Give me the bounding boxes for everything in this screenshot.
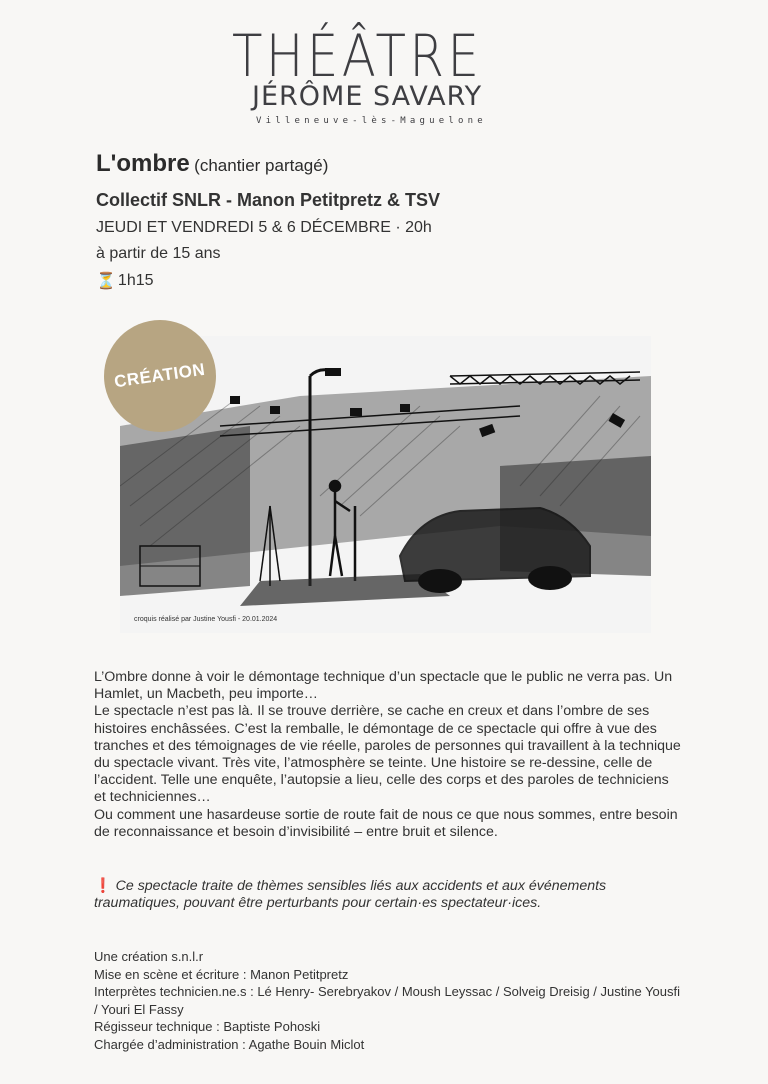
logo-line-city: Villeneuve-lès-Maguelone — [256, 116, 487, 126]
description-paragraph-1: L’Ombre donne à voir le démontage technique d’un spectacle que le public ne verra pas. Un Hamlet, un Macbeth, peu importe… — [94, 669, 673, 703]
sketch-caption: croquis réalisé par Justine Yousfi - 20.01.2024 — [134, 616, 278, 623]
show-age: à partir de 15 ans — [96, 245, 221, 262]
creation-badge-label: CRÉATION — [113, 359, 207, 392]
logo-line-theatre: THÉÂTRE — [232, 22, 483, 90]
exclamation-icon: ❗ — [94, 878, 112, 894]
credit-line: Une création s.n.l.r — [94, 949, 204, 964]
credit-line: Chargée d’administration : Agathe Bouin Miclot — [94, 1036, 365, 1052]
show-duration — [96, 271, 154, 291]
show-title-note: (chantier partagé) — [194, 156, 329, 175]
content-warning-text: Ce spectacle traite de thèmes sensibles liés aux accidents et aux événements traumatiques, pouvant être perturbants pour certain·es spectateur·ices. — [94, 878, 607, 912]
credit-line: Régisseur technique : Baptiste Pohoski — [94, 1019, 321, 1035]
logo-line-name: JÉRÔME SAVARY — [252, 81, 483, 112]
theatre-logo — [0, 22, 768, 132]
credit-line: Interprètes technicien.ne.s : Lé Henry- Serebryakov / Moush Leyssac / Solveig Dreisig / Justine Yousfi / Youri El Fassy — [94, 984, 681, 1017]
show-duration-value: 1h15 — [117, 272, 154, 289]
show-dates: JEUDI ET VENDREDI 5 & 6 DÉCEMBRE · 20h — [96, 219, 432, 236]
description-paragraph-3: Ou comment une hasardeuse sortie de route fait de nous ce que nous sommes, entre besoin de reconnaissance et besoin d’invisibilité – entre bruit et silence. — [94, 806, 678, 840]
credit-line: Mise en scène et écriture : Manon Petitpretz — [94, 966, 349, 982]
description-paragraph-2: Le spectacle n’est pas là. Il se trouve derrière, se cache en creux et dans l’ombre de ses histoires enchâssées. C’est la remballe, le démontage de ce spectacle qui offre à vue des tranches et des témoignages de vie réelle, paroles de personnes qui travaillent à la technique du spectacle vivant. Très vite, l’atmosphère se teinte. Une histoire se re-dessine, celle de l’accident. Telle une enquête, l’autopsie a lieu, celle des corps et des paroles de techniciens et techniciennes… — [94, 703, 681, 806]
show-title — [96, 150, 328, 178]
credits — [94, 948, 684, 1054]
show-description — [94, 669, 684, 841]
content-warning — [94, 878, 654, 912]
creation-badge — [104, 320, 216, 432]
show-title-main: L'ombre — [96, 150, 190, 177]
hourglass-icon: ⏳ — [96, 273, 116, 290]
show-company: Collectif SNLR - Manon Petitpretz & TSV — [96, 190, 441, 210]
